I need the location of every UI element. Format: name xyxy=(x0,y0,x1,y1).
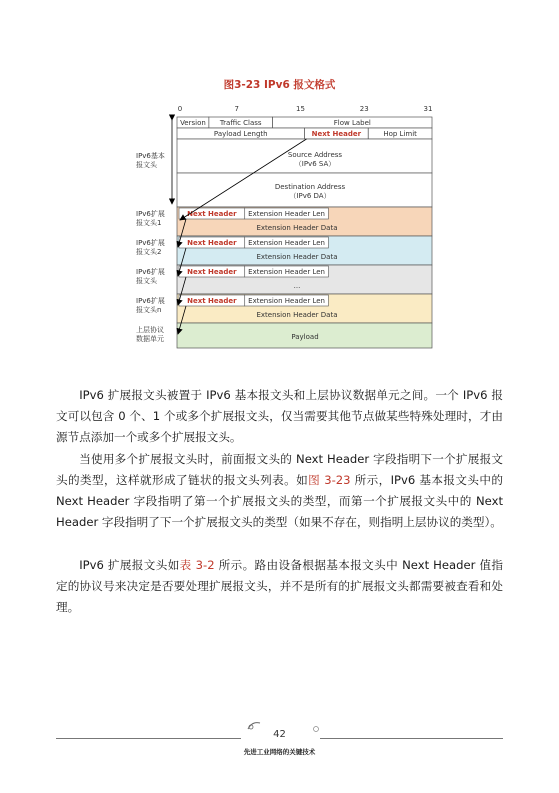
base-header-label-line-1: IPv6基本 xyxy=(136,152,165,160)
payload-label: Payload xyxy=(291,333,319,341)
bit-mark-23: 23 xyxy=(359,105,369,113)
destination-address-label: Destination Address xyxy=(274,183,346,191)
hop-limit-label: Hop Limit xyxy=(383,130,417,138)
flow-label-label: Flow Label xyxy=(333,119,371,127)
paragraph-2-text-b: 所示，IPv6 基本报文头中的 Next Header 字段指明了第一个扩展报文头的类型，而第一个扩展报文头中的 Next Header 字段指明了下一个扩展报文头的类型（如果不存在，则指明上层协议的类型）。 xyxy=(56,473,503,529)
ext-header-label-1-line-1: IPv6扩展 xyxy=(136,210,165,218)
paragraph-2-text-a: 当使用多个扩展报文头时，前面报文头的 Next Header 字段指明下一个扩展报文头的类型，这样就形成了链状的报文头列表。如 xyxy=(56,452,503,487)
paragraph-3-text-a: IPv6 扩展报文头如 xyxy=(79,558,180,572)
ext-data-label-4: Extension Header Data xyxy=(256,311,338,319)
paragraph-1: IPv6 扩展报文头被置于 IPv6 基本报文头和上层协议数据单元之间。一个 IPv6 报文可以包含 0 个、1 个或多个扩展报文头，仅当需要其他节点做某些特殊处理时，才由源节点添加一个或多个扩展报文头。 xyxy=(56,388,503,444)
base-header-label-line-2: 报文头 xyxy=(136,161,157,169)
ext-header-label-1-line-2: 报文头1 xyxy=(136,219,162,227)
paragraph-3-text-b: 所示。路由设备根据基本报文头中 Next Header 值指定的协议号来决定是否要处理扩展报文头，并不是所有的扩展报文头都需要被查看和处理。 xyxy=(56,558,503,614)
source-address-label: Source Address xyxy=(287,151,343,159)
base-next-header-label: Next Header xyxy=(311,130,362,138)
upper-layer-label-line-1: 上层协议 xyxy=(136,326,164,334)
ext-header-label-3-line-2: 报文头 xyxy=(136,277,157,285)
ext-header-label-4-line-2: 报文头n xyxy=(136,306,162,314)
bit-mark-7: 7 xyxy=(234,105,239,113)
ext-data-label-2: Extension Header Data xyxy=(256,253,338,261)
figure-ref-link[interactable]: 图 3-23 xyxy=(308,473,351,487)
ipv6-packet-format-diagram xyxy=(0,0,559,360)
paragraph-3 xyxy=(56,555,503,618)
ext-header-label-4-line-1: IPv6扩展 xyxy=(136,297,165,305)
ext-data-label-3: ... xyxy=(293,282,301,290)
table-ref-link[interactable]: 表 3-2 xyxy=(179,558,215,572)
ext-next-header-label-2: Next Header xyxy=(187,239,237,247)
ext-next-header-label-1: Next Header xyxy=(187,210,237,218)
ext-next-header-label-4: Next Header xyxy=(187,297,237,305)
ext-header-label-3-line-1: IPv6扩展 xyxy=(136,268,165,276)
ext-next-header-label-3: Next Header xyxy=(187,268,237,276)
traffic-class-label: Traffic Class xyxy=(219,119,262,127)
ext-header-label-2-line-1: IPv6扩展 xyxy=(136,239,165,247)
ext-data-label-1: Extension Header Data xyxy=(256,224,338,232)
ext-len-label-3: Extension Header Len xyxy=(248,268,325,276)
paragraph-2 xyxy=(56,449,503,533)
destination-address-sub-label: （IPv6 DA） xyxy=(289,192,331,200)
figure-title: 图3-23 IPv6 报文格式 xyxy=(223,79,336,91)
ext-len-label-1: Extension Header Len xyxy=(248,210,325,218)
payload-length-label: Payload Length xyxy=(213,130,268,138)
version-label: Version xyxy=(180,119,206,127)
bit-mark-31: 31 xyxy=(423,105,433,113)
ext-len-label-4: Extension Header Len xyxy=(248,297,325,305)
source-address-sub-label: （IPv6 SA） xyxy=(294,160,336,168)
page-number: 42 xyxy=(273,729,286,740)
book-title: 先进工业网络的关键技术 xyxy=(243,748,316,756)
bit-mark-0: 0 xyxy=(177,105,183,113)
upper-layer-label-line-2: 数据单元 xyxy=(136,335,164,343)
bit-mark-15: 15 xyxy=(296,105,305,113)
ext-header-label-2-line-2: 报文头2 xyxy=(136,248,162,256)
ext-len-label-2: Extension Header Len xyxy=(248,239,325,247)
